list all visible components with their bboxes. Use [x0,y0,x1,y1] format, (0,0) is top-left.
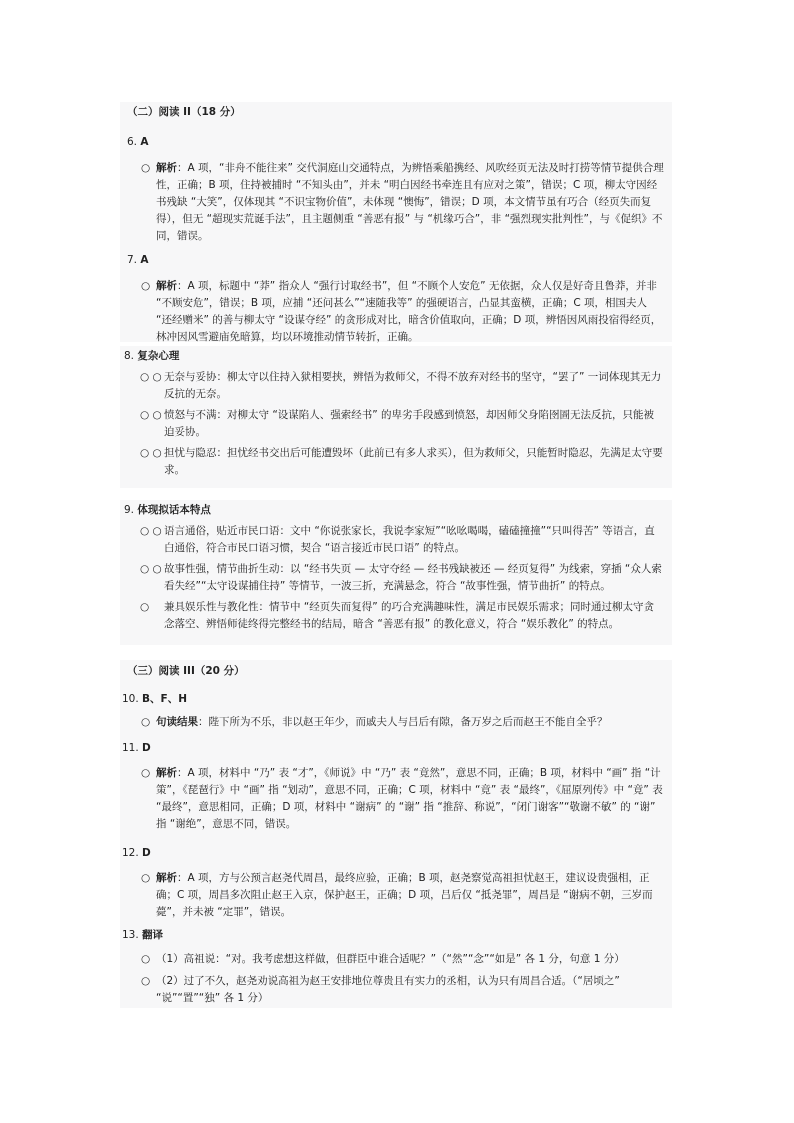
item-text: 担忧与隐忍：担忧经书交出后可能遭毁坏（此前已有多人求买），但为救师父，只能暂时隐忍，先满足太守要求。 [164,447,663,476]
analysis-text: ：A 项，标题中 “莽” 指众人 “强行讨取经书”，但 “不顾个人安危” 无依据，众人仅是好奇且鲁莽，并非 “不顾安危”，错误；B 项，应捕 “还问甚么”“速随我等” 的强硬语言，凸显其蛮横，正确；C 项，相国夫人 “还经赠米” 的善与柳太守 “设谋夺经” 的贪形成对比，暗含价值取向，正确；D 项，辨悟因风雨投宿得经页，林冲因风雪避庙免暗算，均以环境推动情节转折，正确。 [156,280,662,343]
section-3-block [120,660,672,1008]
list-item [120,369,672,403]
question-8-heading [120,348,672,365]
item-text: （1）高祖说：“对。我考虑想这样做，但群臣中谁合适呢？”（“然”“念”“如是” 各 1 分，句意 1 分） [156,953,625,965]
bullet-icon: ○ [141,716,151,728]
translation-item [120,973,672,1007]
question-12-heading [120,845,672,862]
bullet-icon: ○ ○ [140,563,162,575]
list-item [120,407,672,441]
item-text: 语言通俗，贴近市民口语：文中 “你说张家长，我说李家短”“吆吆喝喝，磕磕撞撞”“只叫得苦” 等语言，直白通俗，符合市民口语习惯，契合 “语言接近市民口语” 的特点。 [164,525,655,554]
question-number: 13. [122,929,143,941]
answer: D [142,742,151,754]
list-item [120,599,672,633]
answer: A [140,254,149,266]
bullet-icon: ○ [141,162,151,174]
bullet-icon: ○ [141,953,151,965]
bullet-icon: ○ ○ [140,447,162,459]
bullet-icon: ○ [141,872,151,884]
label: 解析 [156,280,177,292]
question-number: 8. [124,350,138,362]
analysis-item [120,870,672,921]
label: 解析 [156,162,177,174]
question-title: 翻译 [142,929,164,941]
question-10-heading [120,691,672,708]
label: 句读结果 [156,716,198,728]
answer: B、F、H [142,693,188,705]
question-number: 12. [122,847,143,859]
label: 解析 [156,872,177,884]
analysis-item [120,278,672,346]
question-number: 6. [127,136,141,148]
item-text: 故事性强，情节曲折生动：以 “经书失页 — 太守夺经 — 经书残缺被还 — 经页复得” 为线索，穿插 “众人索看失经”“太守设谋捕住持” 等情节，一波三折，充满悬念，符合 “故事性强，情节曲折” 的特点。 [164,563,662,592]
analysis-item [120,160,672,245]
section-title: （二）阅读 II（18 分） [127,106,241,118]
analysis-text: ：A 项，“非舟不能往来” 交代洞庭山交通特点，为辨悟乘船携经、风吹经页无法及时打捞等情节提供合理性，正确；B 项，住持被捕时 “不知头由”，并未 “明白因经书牵连且有应对之策”，错误；C 项，柳太守因经书残缺 “大笑”，仅体现其 “不识宝物价值”，未体现 “懊悔”，错误；D 项，本文情节虽有巧合（经页失而复得），但无 “超现实荒诞手法”，且主题侧重 “善恶有报” 与 “机缘巧合”，非 “强烈现实批判性”，与《促织》不同，错误。 [156,162,664,242]
bullet-icon: ○ ○ [140,371,162,383]
item-text: 无奈与妥协：柳太守以住持入狱相要挟，辨悟为救师父，不得不放弃对经书的坚守，“罢了” 一词体现其无力反抗的无奈。 [164,371,662,400]
item-text: 兼具娱乐性与教化性：情节中 “经页失而复得” 的巧合充满趣味性，满足市民娱乐需求；同时通过柳太守贪念落空、辨悟师徒终得完整经书的结局，暗含 “善恶有报” 的教化意义，符合 “娱乐教化” 的特点。 [164,601,655,630]
item-text: 愤怒与不满：对柳太守 “设谋陷人、强索经书” 的卑劣手段感到愤怒，却因师父身陷囹圄无法反抗，只能被迫妥协。 [164,409,655,438]
answer: A [140,136,149,148]
item-text: （2）过了不久，赵尧劝说高祖为赵王安排地位尊贵且有实力的丞相，认为只有周昌合适。（“居顷之” “说”“置”“独” 各 1 分） [156,975,620,1004]
label: 解析 [156,767,177,779]
question-9-heading [120,502,672,519]
bullet-icon: ○ ○ [140,409,162,421]
bullet-icon: ○ ○ [140,525,162,537]
bullet-icon: ○ [141,975,151,987]
section-title: （三）阅读 III（20 分） [127,665,245,677]
list-item [120,561,672,595]
question-8-block [120,346,672,488]
question-13-heading [120,927,672,944]
question-number: 10. [122,693,143,705]
question-6-heading [120,134,672,151]
bullet-icon: ○ [141,767,151,779]
analysis-item [120,714,672,731]
translation-item [120,951,672,968]
bullet-icon: ○ [140,601,150,613]
question-number: 11. [122,742,143,754]
question-11-heading [120,740,672,757]
bullet-icon: ○ [141,280,151,292]
question-number: 9. [124,504,138,516]
analysis-text: ：陛下所为不乐，非以赵王年少，而戚夫人与吕后有隙，备万岁之后而赵王不能自全乎？ [198,716,608,728]
question-number: 7. [127,254,141,266]
question-7-heading [120,252,672,269]
question-9-block [120,500,672,645]
question-title: 体现拟话本特点 [137,504,211,516]
list-item [120,445,672,479]
section-2-block [120,102,672,342]
list-item [120,523,672,557]
analysis-text: ：A 项，方与公预言赵尧代周昌，最终应验，正确；B 项，赵尧察觉高祖担忧赵王，建议设贵强相，正确；C 项，周昌多次阻止赵王入京，保护赵王，正确；D 项，吕后仅 “抵尧罪”，周昌是 “谢病不朝，三岁而薨”，并未被 “定罪”，错误。 [156,872,653,918]
analysis-text: ：A 项，材料中 “乃” 表 “才”，《师说》中 “乃” 表 “竟然”，意思不同，正确；B 项，材料中 “画” 指 “计策”，《琵琶行》中 “画” 指 “划动”，意思不同，正确；C 项，材料中 “竟” 表 “最终”，《屈原列传》中 “竟” 表 “最终”，意思相同，正确；D 项，材料中 “谢病” 的 “谢” 指 “推辞、称说”，“闭门谢客”“敬谢不敏” 的 “谢” 指 “谢绝”，意思不同，错误。 [156,767,663,830]
analysis-item [120,765,672,833]
answer: D [142,847,151,859]
question-title: 复杂心理 [137,350,180,362]
